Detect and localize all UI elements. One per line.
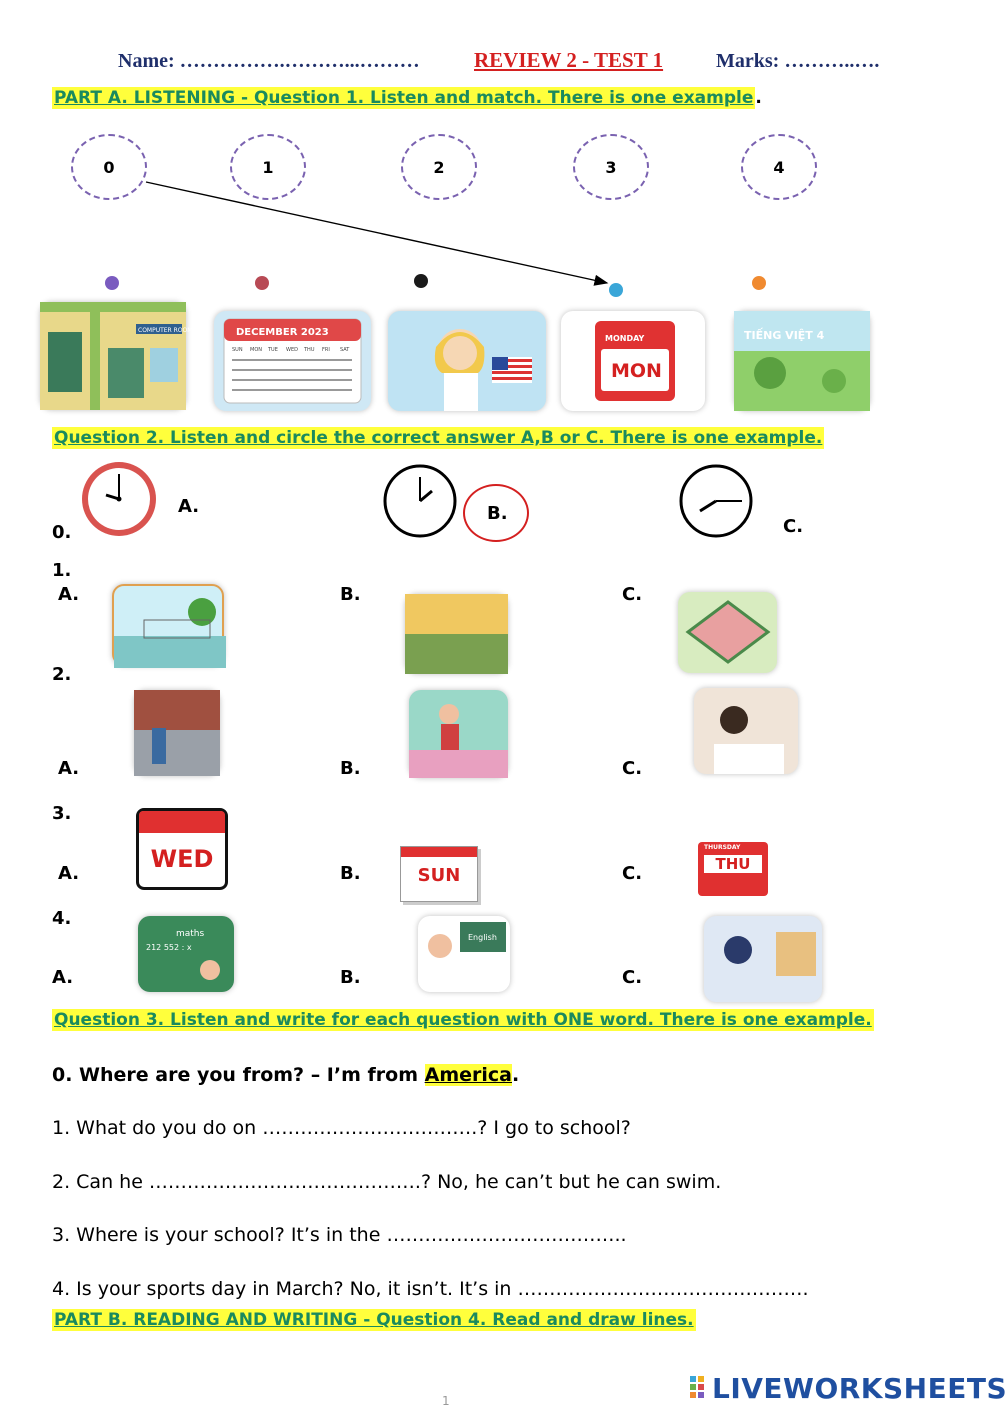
svg-text:DECEMBER 2023: DECEMBER 2023 <box>236 327 329 338</box>
question-2-row-4-number: 4. <box>52 908 72 929</box>
svg-text:MON: MON <box>250 347 262 353</box>
svg-text:WED: WED <box>286 347 298 353</box>
match-dot-2[interactable] <box>255 276 269 290</box>
option-1-c[interactable]: C. <box>622 584 643 605</box>
option-3-b[interactable]: B. <box>340 863 361 884</box>
question-3-heading: Question 3. Listen and write for each question with ONE word. There is one example. <box>54 1010 872 1030</box>
red-clock-icon <box>80 460 158 538</box>
clock-icon <box>678 463 754 539</box>
question-3-line-3[interactable]: 3. Where is your school? It’s in the ……………………………….. <box>52 1224 627 1246</box>
match-number-1[interactable]: 1 <box>230 134 306 200</box>
svg-text:TIẾNG VIỆT 4: TIẾNG VIỆT 4 <box>744 329 825 342</box>
svg-text:COMPUTER ROOM: COMPUTER ROOM <box>138 327 193 334</box>
walking-to-school-picture <box>134 690 220 776</box>
sports-court-picture <box>112 584 224 666</box>
option-2-b[interactable]: B. <box>340 758 361 779</box>
match-dot-4[interactable] <box>609 283 623 297</box>
liveworksheets-logo-icon <box>690 1374 712 1402</box>
art-lesson-picture <box>704 916 822 1002</box>
match-number-4[interactable]: 4 <box>741 134 817 200</box>
part-a-heading-row: PART A. LISTENING - Question 1. Listen and match. There is one example . <box>54 88 762 108</box>
girl-flag-picture <box>388 311 546 411</box>
question-2-heading: Question 2. Listen and circle the correct answer A,B or C. There is one example. <box>54 428 823 448</box>
svg-text:maths: maths <box>176 929 205 939</box>
sunday-card: SUN <box>400 846 478 902</box>
girl-studying-picture <box>694 688 798 774</box>
match-number-3[interactable]: 3 <box>573 134 649 200</box>
maths-lesson-picture <box>138 916 234 992</box>
svg-text:MONDAY: MONDAY <box>605 334 645 343</box>
svg-text:SAT: SAT <box>340 347 350 353</box>
wednesday-card: WED <box>136 808 228 890</box>
match-number-2[interactable]: 2 <box>401 134 477 200</box>
svg-text:TUE: TUE <box>268 347 278 353</box>
school-yard-picture <box>678 592 777 673</box>
option-1-b[interactable]: B. <box>340 584 361 605</box>
question-2-row-0-number: 0. <box>52 522 72 543</box>
liveworksheets-brand: LIVEWORKSHEETS <box>712 1372 1007 1405</box>
option-3-c[interactable]: C. <box>622 863 643 884</box>
question-3-line-1[interactable]: 1. What do you do on …………………………….? I go to school? <box>52 1117 631 1139</box>
option-0-b[interactable]: B. <box>487 503 508 524</box>
question-3-example: 0. Where are you from? – I’m from America. <box>52 1064 520 1086</box>
example-match-line <box>0 0 1000 320</box>
tieng-viet-book-picture <box>734 311 870 411</box>
option-4-a[interactable]: A. <box>52 967 74 988</box>
option-3-a[interactable]: A. <box>58 863 80 884</box>
question-2-row-2-number: 2. <box>52 664 72 685</box>
svg-text:212 552 : x: 212 552 : x <box>146 943 192 952</box>
match-number-0[interactable]: 0 <box>71 134 147 200</box>
option-2-c[interactable]: C. <box>622 758 643 779</box>
option-2-a[interactable]: A. <box>58 758 80 779</box>
part-a-heading: PART A. LISTENING - Question 1. Listen and match. There is one example <box>54 88 754 108</box>
svg-text:THU: THU <box>304 347 315 353</box>
option-1-a[interactable]: A. <box>58 584 80 605</box>
match-dot-3[interactable] <box>414 274 428 288</box>
svg-text:SUN: SUN <box>232 347 243 353</box>
option-4-b[interactable]: B. <box>340 967 361 988</box>
part-b-heading: PART B. READING AND WRITING - Question 4. Read and draw lines. <box>54 1310 694 1330</box>
page-number: 1 <box>442 1394 450 1408</box>
school-garden-picture <box>405 594 508 674</box>
marks-field-label: Marks: ………..…. <box>716 50 880 72</box>
option-0-a[interactable]: A. <box>178 496 200 517</box>
monday-calendar-picture <box>561 311 705 411</box>
option-4-c[interactable]: C. <box>622 967 643 988</box>
page-title: REVIEW 2 - TEST 1 <box>474 48 664 72</box>
english-lesson-picture <box>418 916 510 992</box>
match-dot-5[interactable] <box>752 276 766 290</box>
december-calendar-picture <box>214 311 371 411</box>
cleaning-floor-picture <box>409 690 508 778</box>
option-0-c[interactable]: C. <box>783 516 804 537</box>
question-2-row-1-number: 1. <box>52 560 72 581</box>
match-dot-1[interactable] <box>105 276 119 290</box>
question-2-row-3-number: 3. <box>52 803 72 824</box>
svg-text:English: English <box>468 933 497 942</box>
name-field-label: Name: …………….………...……… <box>118 50 420 72</box>
question-3-line-2[interactable]: 2. Can he …………………………………….? No, he can’t but he can swim. <box>52 1171 722 1193</box>
example-answer: America <box>424 1064 512 1086</box>
question-3-line-4[interactable]: 4. Is your sports day in March? No, it isn’t. It’s in ………………………………………. <box>52 1278 809 1300</box>
svg-text:MON: MON <box>611 360 662 382</box>
svg-text:FRI: FRI <box>322 347 330 353</box>
computer-room-picture <box>40 302 193 410</box>
thursday-card: THURSDAY THU <box>698 842 768 896</box>
clock-icon <box>382 463 458 539</box>
